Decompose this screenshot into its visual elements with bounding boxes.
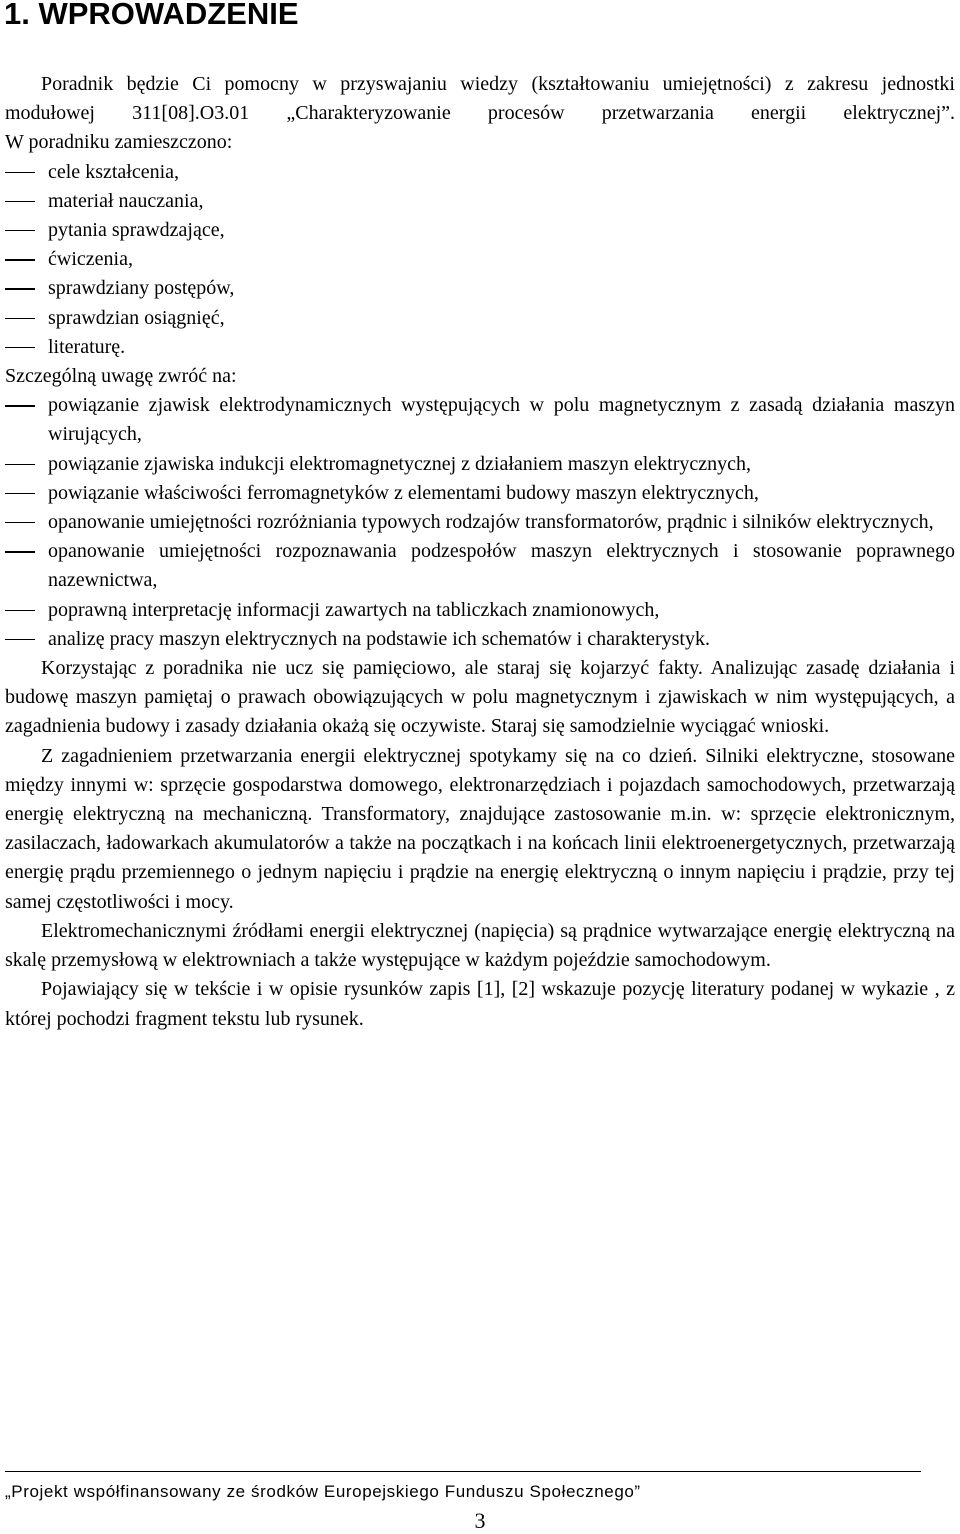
- footer-funding-note: „Projekt współfinansowany ze środków Europejskiego Funduszu Społecznego”: [5, 1482, 641, 1501]
- dash-bullet: [5, 464, 35, 465]
- list-item-text: pytania sprawdzające,: [48, 219, 225, 242]
- body-paragraph: Elektromechanicznymi źródłami energii elektrycznej (napięcia) są prądnice wytwarzające energię elektryczną na skalę przemysłową w elektrowniach a także występujące w każdym pojeździe samochodowym.: [5, 919, 955, 972]
- dash-bullet: [5, 259, 35, 260]
- dash-bullet: [5, 639, 35, 640]
- list-item: [5, 596, 955, 625]
- dash-bullet: [5, 610, 35, 611]
- list-item-text: powiązanie zjawisk elektrodynamicznych występujących w polu magnetycznym z zasadą działania maszyn wirujących,: [48, 394, 955, 446]
- dash-bullet: [5, 347, 35, 348]
- list-item: [5, 625, 955, 654]
- dash-bullet: [5, 318, 35, 319]
- list-item: [5, 479, 955, 508]
- list-item: [5, 450, 955, 479]
- list-item: [5, 245, 955, 274]
- intro-text: Poradnik będzie Ci pomocny w przyswajaniu wiedzy (kształtowaniu umiejętności) z zakresu jednostki modułowej 311[08].O3.01 „Charakteryzowanie procesów przetwarzania energii elektrycznej”.: [5, 73, 955, 125]
- list-item-text: materiał nauczania,: [48, 189, 204, 212]
- list-item: [5, 304, 955, 333]
- list-item-text: sprawdzian osiągnięć,: [48, 306, 225, 329]
- list-item: [5, 333, 955, 362]
- contents-intro: W poradniku zamieszczono:: [5, 131, 233, 154]
- list-item-text: opanowanie umiejętności rozpoznawania podzespołów maszyn elektrycznych i stosowanie poprawnego nazewnictwa,: [48, 540, 955, 592]
- attention-intro: Szczególną uwagę zwróć na:: [5, 365, 237, 388]
- dash-bullet: [5, 172, 35, 173]
- list-item-text: ćwiczenia,: [48, 248, 133, 271]
- list-item: [5, 391, 955, 449]
- list-item: [5, 508, 955, 537]
- list-item-text: analizę pracy maszyn elektrycznych na podstawie ich schematów i charakterystyk.: [48, 627, 710, 650]
- dash-bullet: [5, 201, 35, 202]
- page-number: 3: [474, 1508, 486, 1533]
- list-item-text: literaturę.: [48, 335, 126, 358]
- body-paragraph: Z zagadnieniem przetwarzania energii elektrycznej spotykamy się na co dzień. Silniki elektryczne, stosowane między innymi w: sprzęcie gospodarstwa domowego, elektronarzędziach i pojazdach samochodowych, przetwarzają energię elektryczną na mechaniczną. Transformatory, znajdujące zastosowanie m.in. w: sprzęcie elektronicznym, zasilaczach, ładowarkach akumulatorów a także na początkach i na końcach linii elektroenergetycznych, przetwarzają energię prądu przemiennego o jednym napięciu i prądzie na energię elektryczną o innym napięciu i prądzie, przy tej samej częstotliwości i mocy.: [5, 744, 955, 913]
- contents-list: [5, 158, 955, 362]
- list-item-text: powiązanie zjawiska indukcji elektromagnetycznej z działaniem maszyn elektrycznych,: [48, 452, 752, 475]
- dash-bullet: [5, 288, 35, 289]
- dash-bullet: [5, 405, 35, 406]
- dash-bullet: [5, 230, 35, 231]
- dash-bullet: [5, 551, 35, 552]
- list-item: [5, 158, 955, 187]
- list-item-text: opanowanie umiejętności rozróżniania typowych rodzajów transformatorów, prądnic i silników elektrycznych,: [48, 511, 934, 534]
- list-item: [5, 274, 955, 303]
- list-item: [5, 187, 955, 216]
- dash-bullet: [5, 493, 35, 494]
- body-paragraph: Korzystając z poradnika nie ucz się pamięciowo, ale staraj się kojarzyć fakty. Analizując zasadę działania i budowę maszyn pamiętaj o prawach obowiązujących w polu magnetycznym i zjawiskach w nim występujących, a zagadnienia budowy i zasady działania okażą się oczywiste. Staraj się samodzielnie wyciągać wnioski.: [5, 657, 955, 738]
- list-item-text: powiązanie właściwości ferromagnetyków z elementami budowy maszyn elektrycznych,: [48, 481, 759, 504]
- body-paragraph: Pojawiający się w tekście i w opisie rysunków zapis [1], [2] wskazuje pozycję literatury podanej w wykazie , z której pochodzi fragment tekstu lub rysunek.: [5, 978, 955, 1030]
- list-item-text: poprawną interpretację informacji zawartych na tabliczkach znamionowych,: [48, 598, 660, 621]
- section-heading: 1. WPROWADZENIE: [4, 0, 299, 31]
- list-item: [5, 216, 955, 245]
- list-item: [5, 537, 955, 595]
- attention-list: [5, 391, 955, 654]
- dash-bullet: [5, 522, 35, 523]
- list-item-text: cele kształcenia,: [48, 160, 180, 183]
- list-item-text: sprawdziany postępów,: [48, 277, 235, 300]
- footer-divider: [5, 1471, 921, 1472]
- intro-paragraph-part1: [5, 70, 955, 128]
- main-content: [5, 70, 955, 1034]
